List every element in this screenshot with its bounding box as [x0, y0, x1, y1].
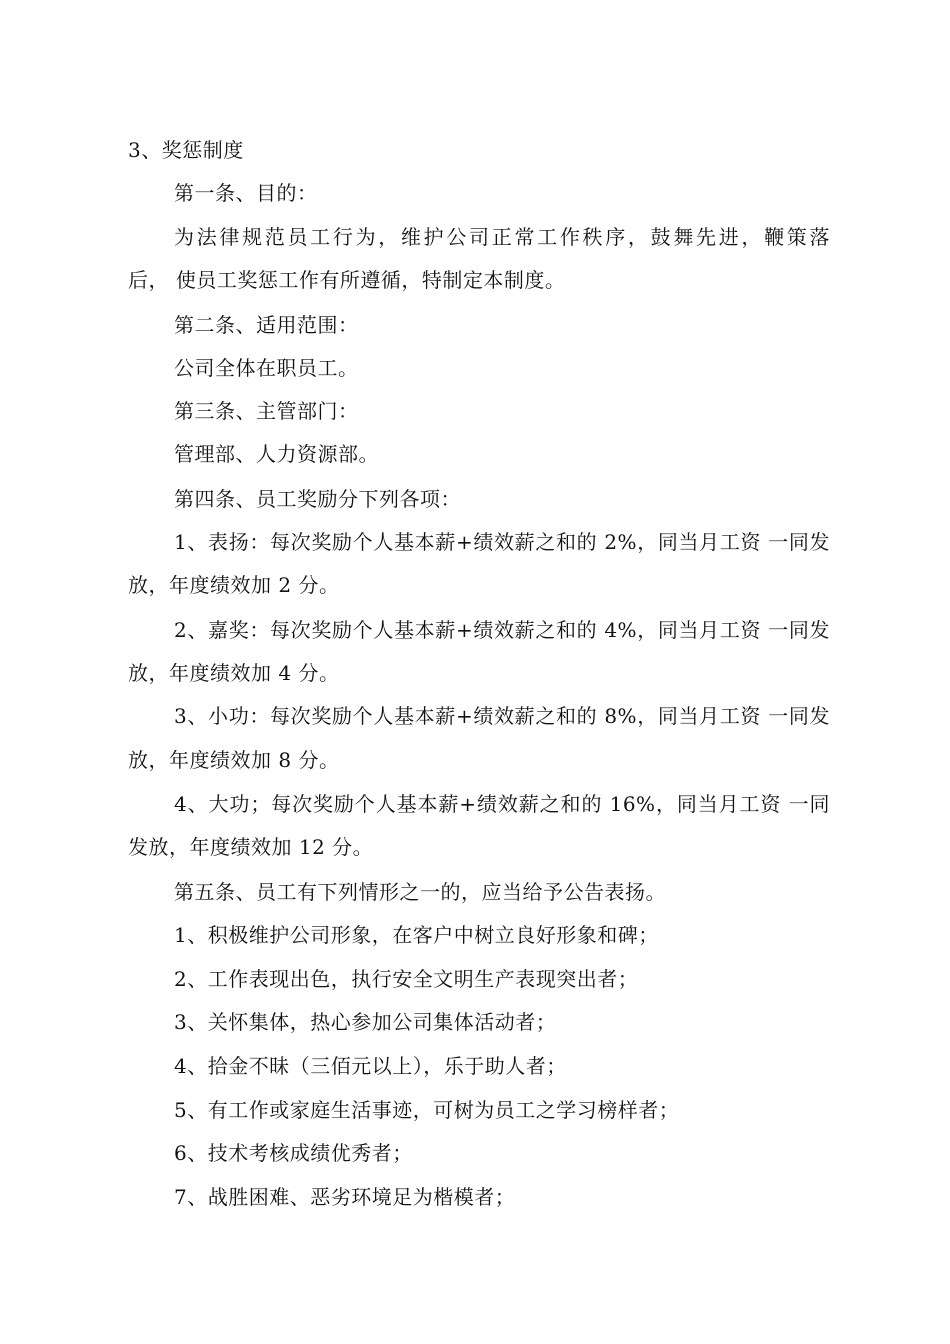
reward-item-1-line-1: 1、表扬：每次奖励个人基本薪+绩效薪之和的 2%，同当月工资 一同发 — [174, 530, 830, 554]
reward-item-3-line-1: 3、小功：每次奖励个人基本薪+绩效薪之和的 8%，同当月工资 一同发 — [174, 704, 830, 728]
reward-item-2-line-2: 放，年度绩效加 4 分。 — [128, 661, 340, 685]
praise-item-1: 1、积极维护公司形象，在客户中树立良好形象和碑； — [174, 923, 659, 947]
article-1-body-line-1: 为法律规范员工行为，维护公司正常工作秩序，鼓舞先进，鞭策落 — [174, 225, 830, 249]
praise-item-3: 3、关怀集体，热心参加公司集体活动者； — [174, 1010, 557, 1034]
section-title: 3、奖惩制度 — [128, 138, 244, 162]
reward-item-2-line-1: 2、嘉奖：每次奖励个人基本薪+绩效薪之和的 4%，同当月工资 一同发 — [174, 618, 830, 642]
praise-item-7: 7、战胜困难、恶劣环境足为楷模者； — [174, 1185, 516, 1209]
reward-item-3-line-2: 放，年度绩效加 8 分。 — [128, 748, 340, 772]
article-5-heading: 第五条、员工有下列情形之一的，应当给予公告表扬。 — [174, 880, 666, 904]
article-2-heading: 第二条、适用范围： — [174, 313, 359, 337]
article-2-body: 公司全体在职员工。 — [174, 356, 359, 380]
reward-item-1-line-2: 放，年度绩效加 2 分。 — [128, 573, 340, 597]
article-1-body-line-2: 后， 使员工奖惩工作有所遵循，特制定本制度。 — [128, 268, 566, 292]
reward-item-4-line-1: 4、大功；每次奖励个人基本薪+绩效薪之和的 16%，同当月工资 一同 — [174, 792, 830, 816]
reward-item-4-line-2: 发放，年度绩效加 12 分。 — [128, 835, 374, 859]
article-3-heading: 第三条、主管部门： — [174, 399, 359, 423]
praise-item-4: 4、拾金不昧（三佰元以上），乐于助人者； — [174, 1054, 567, 1078]
article-1-heading: 第一条、目的： — [174, 181, 318, 205]
praise-item-6: 6、技术考核成绩优秀者； — [174, 1141, 413, 1165]
article-4-heading: 第四条、员工奖励分下列各项： — [174, 487, 461, 511]
article-3-body: 管理部、人力资源部。 — [174, 442, 379, 466]
praise-item-5: 5、有工作或家庭生活事迹，可树为员工之学习榜样者； — [174, 1098, 680, 1122]
praise-item-2: 2、工作表现出色，执行安全文明生产表现突出者； — [174, 967, 639, 991]
